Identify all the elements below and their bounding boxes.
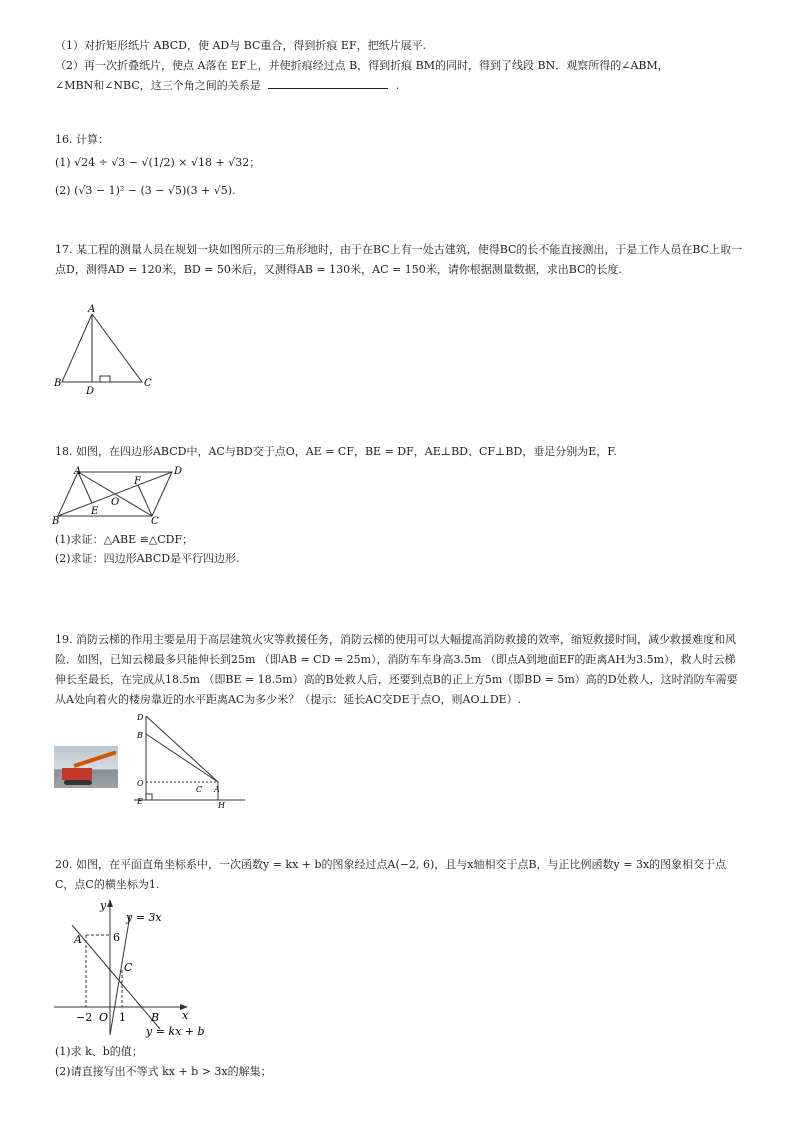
q20-label-B: B <box>151 1011 160 1024</box>
q20-text: 20. 如图，在平面直角坐标系中，一次函数y = kx + b的图象经过点A(−2, 6)，且与x轴相交于点B，与正比例函数y = 3x的图象相交于点C，点C的横坐标为1. <box>55 858 727 891</box>
q17-label-A: A <box>88 304 96 315</box>
q19-label-C: C <box>196 785 203 794</box>
q20-axis-x-label: x <box>182 1009 189 1022</box>
q15-line3-end: . <box>395 79 400 92</box>
q18-label-C: C <box>151 516 159 526</box>
q16-title: 16. 计算： <box>55 133 109 146</box>
q20-label-O: O <box>99 1011 109 1024</box>
q20-line-label-kxb: y = kx + b <box>146 1025 205 1038</box>
q15-line3 <box>55 76 754 96</box>
q18-label-D: D <box>174 466 183 477</box>
q20-axis-y-label: y <box>100 899 107 912</box>
q18-label-F: F <box>134 476 141 487</box>
q20-label-A: A <box>74 933 82 946</box>
q17-label-D: D <box>86 386 95 397</box>
q20-tick-6: 6 <box>113 931 120 944</box>
q20-sub2: (2)请直接写出不等式 kx + b > 3x的解集； <box>55 1065 272 1078</box>
q18-text: 18. 如图，在四边形ABCD中，AC与BD交于点O，AE = CF，BE = DF，AE⊥BD、CF⊥BD，垂足分别为E，F. <box>55 445 617 458</box>
q15-line2: （2）再一次折叠纸片，使点 A落在 EF上，并使折痕经过点 B，得到折痕 BM的同时，得到了线段 BN．观察所得的∠ABM， <box>55 59 669 72</box>
q15-line3-text: ∠MBN和∠NBC，这三个角之间的关系是 <box>55 79 261 92</box>
q19-label-B: B <box>137 731 143 740</box>
q20-tick-1: 1 <box>119 1011 126 1024</box>
q20-sub1: (1)求 k、b的值； <box>55 1045 143 1058</box>
q18-label-A: A <box>74 466 82 477</box>
q17-label-B: B <box>54 378 62 389</box>
q18-label-E: E <box>91 506 99 517</box>
q19-label-D: D <box>137 713 144 722</box>
q17-text: 17. 某工程的测量人员在规划一块如图所示的三角形地时，由于在BC上有一处古建筑，使得BC的长不能直接测出，于是工作人员在BC上取一点D，测得AD = 120米，BD = 50米后，又测得AB = 130米，AC = 150米，请你根据测量数据，求出BC的长度. <box>55 243 743 276</box>
q16-item1: (1) √24 ÷ √3 − √(1/2) × √18 + √32； <box>55 156 261 169</box>
q18-label-O: O <box>111 497 120 508</box>
q19-label-E: E <box>137 797 143 806</box>
q20-tick-neg2: −2 <box>76 1011 93 1024</box>
q19-label-O: O <box>137 779 144 788</box>
q20-label-C: C <box>124 961 133 974</box>
q20-line-label-3x: y = 3x <box>126 911 162 924</box>
answer-blank <box>268 76 388 89</box>
q20-coordinate-figure <box>50 895 220 1045</box>
q18-parallelogram-figure <box>50 464 190 526</box>
q17-label-C: C <box>144 378 152 389</box>
q19-ladder-figure <box>130 710 250 810</box>
q16-item2: (2) (√3 − 1)² − (3 − √5)(3 + √5). <box>55 184 236 197</box>
q18-label-B: B <box>52 516 60 526</box>
fire-truck-photo <box>54 746 118 788</box>
q15-line1: （1）对折矩形纸片 ABCD，使 AD与 BC重合，得到折痕 EF，把纸片展平. <box>55 39 427 52</box>
q19-label-A: A <box>214 785 220 794</box>
q17-triangle-figure <box>50 302 160 397</box>
q19-label-H: H <box>218 801 225 810</box>
q18-sub2: (2)求证：四边形ABCD是平行四边形. <box>55 552 240 565</box>
q19-text: 19. 消防云梯的作用主要是用于高层建筑火灾等救援任务，消防云梯的使用可以大幅提高消防救援的效率，缩短救援时间，减少救援难度和风险．如图，已知云梯最多只能伸长到25m （即AB = CD = 25m），消防车车身高3.5m （即点A到地面EF的距离AH为3.5m），救人时云梯伸长至最长，在完成从18.5m （即BE = 18.5m）高的B处救人后，还要到点B的正上方5m（即BD = 5m）高的D处救人，这时消防车需要从A处向着火的楼房靠近的水平距离AC为多少米？（提示：延长AC交DE于点O，则AO⊥DE）. <box>55 633 738 706</box>
q18-sub1: (1)求证：△ABE ≌△CDF； <box>55 533 194 546</box>
